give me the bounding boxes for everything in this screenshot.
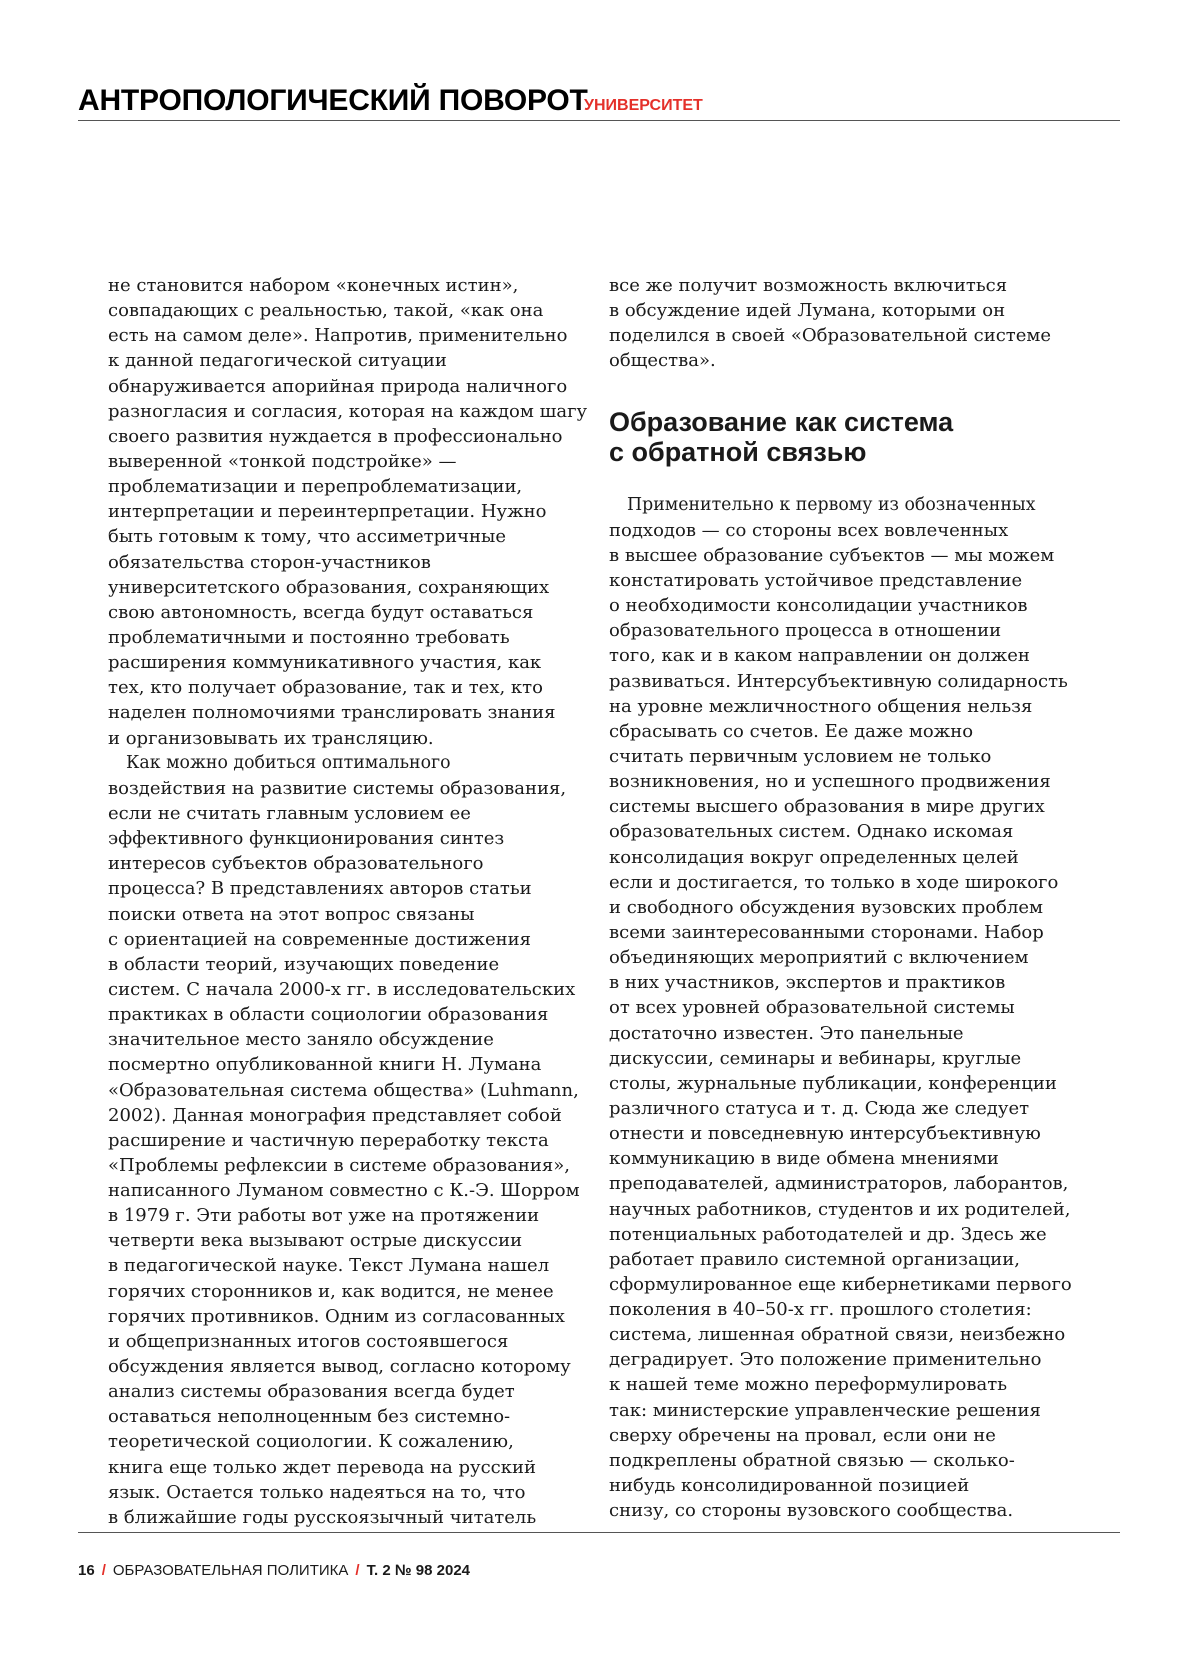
text-line: в них участников, экспертов и практиков bbox=[609, 970, 1099, 995]
text-line: деградирует. Это положение применительно bbox=[609, 1347, 1099, 1372]
text-line: сверху обречены на провал, если они не bbox=[609, 1423, 1099, 1448]
text-line: свою автономность, всегда будут оставаться bbox=[108, 600, 598, 625]
text-line: обязательства сторон-участников bbox=[108, 550, 598, 575]
text-line: считать первичным условием не только bbox=[609, 744, 1099, 769]
text-line: практиках в области социологии образования bbox=[108, 1002, 598, 1027]
text-line: на уровне межличностного общения нельзя bbox=[609, 694, 1099, 719]
text-line: 2002). Данная монография представляет собой bbox=[108, 1103, 598, 1128]
text-line: в педагогической науке. Текст Лумана нашел bbox=[108, 1253, 598, 1278]
text-line: в ближайшие годы русскоязычный читатель bbox=[108, 1505, 598, 1530]
text-line: тех, кто получает образование, так и тех, кто bbox=[108, 675, 598, 700]
journal-name: ОБРАЗОВАТЕЛЬНАЯ ПОЛИТИКА bbox=[113, 1561, 349, 1581]
header-section-label: УНИВЕРСИТЕТ bbox=[584, 98, 703, 114]
text-line: к данной педагогической ситуации bbox=[108, 348, 598, 373]
heading-line: с обратной связью bbox=[609, 437, 1099, 467]
text-line: интерпретации и переинтерпретации. Нужно bbox=[108, 499, 598, 524]
text-line: в 1979 г. Эти работы вот уже на протяжении bbox=[108, 1203, 598, 1228]
text-line: значительное место заняло обсуждение bbox=[108, 1027, 598, 1052]
text-line: горячих сторонников и, как водится, не менее bbox=[108, 1279, 598, 1304]
text-line: возникновения, но и успешного продвижения bbox=[609, 769, 1099, 794]
heading-line: Образование как система bbox=[609, 407, 1099, 437]
text-line: сформулированное еще кибернетиками первого bbox=[609, 1272, 1099, 1297]
text-line: система, лишенная обратной связи, неизбежно bbox=[609, 1322, 1099, 1347]
text-line: выверенной «тонкой подстройке» — bbox=[108, 449, 598, 474]
text-line: нибудь консолидированной позицией bbox=[609, 1473, 1099, 1498]
text-line: Применительно к первому из обозначенных bbox=[609, 493, 1099, 518]
text-line: расширение и частичную переработку текста bbox=[108, 1128, 598, 1153]
text-line: системы высшего образования в мире других bbox=[609, 794, 1099, 819]
text-line: университетского образования, сохраняющих bbox=[108, 575, 598, 600]
text-line: систем. С начала 2000-х гг. в исследовательских bbox=[108, 977, 598, 1002]
text-line: всеми заинтересованными сторонами. Набор bbox=[609, 920, 1099, 945]
page-footer bbox=[78, 1561, 470, 1581]
text-line: к нашей теме можно переформулировать bbox=[609, 1372, 1099, 1397]
text-line: проблематичными и постоянно требовать bbox=[108, 625, 598, 650]
text-line: не становится набором «конечных истин», bbox=[108, 273, 598, 298]
text-line: развиваться. Интерсубъективную солидарность bbox=[609, 669, 1099, 694]
page-header bbox=[78, 80, 1120, 120]
text-line: в обсуждение идей Лумана, которыми он bbox=[609, 298, 1099, 323]
text-line: отнести и повседневную интерсубъективную bbox=[609, 1121, 1099, 1146]
text-line: и свободного обсуждения вузовских проблем bbox=[609, 895, 1099, 920]
text-line: образовательного процесса в отношении bbox=[609, 618, 1099, 643]
text-line: теоретической социологии. К сожалению, bbox=[108, 1429, 598, 1454]
text-line: «Образовательная система общества» (Luhmann, bbox=[108, 1078, 598, 1103]
text-line: анализ системы образования всегда будет bbox=[108, 1379, 598, 1404]
text-line: констатировать устойчивое представление bbox=[609, 568, 1099, 593]
text-line: научных работников, студентов и их родителей, bbox=[609, 1197, 1099, 1222]
text-line: так: министерские управленческие решения bbox=[609, 1398, 1099, 1423]
text-line: Как можно добиться оптимального bbox=[108, 751, 598, 776]
text-line: если не считать главным условием ее bbox=[108, 801, 598, 826]
text-line: расширения коммуникативного участия, как bbox=[108, 650, 598, 675]
text-line: поиски ответа на этот вопрос связаны bbox=[108, 902, 598, 927]
left-column bbox=[108, 273, 598, 1530]
text-line: столы, журнальные публикации, конференции bbox=[609, 1071, 1099, 1096]
header-divider bbox=[78, 120, 1120, 121]
right-paragraph-2 bbox=[609, 493, 1099, 1524]
text-line: и общепризнанных итогов состоявшегося bbox=[108, 1329, 598, 1354]
text-line: о необходимости консолидации участников bbox=[609, 593, 1099, 618]
text-line: поделился в своей «Образовательной системе bbox=[609, 323, 1099, 348]
text-line: различного статуса и т. д. Сюда же следует bbox=[609, 1096, 1099, 1121]
text-line: интересов субъектов образовательного bbox=[108, 851, 598, 876]
text-line: посмертно опубликованной книги Н. Лумана bbox=[108, 1052, 598, 1077]
text-line: четверти века вызывают острые дискуссии bbox=[108, 1228, 598, 1253]
text-line: с ориентацией на современные достижения bbox=[108, 927, 598, 952]
text-line: дискуссии, семинары и вебинары, круглые bbox=[609, 1046, 1099, 1071]
text-line: и организовывать их трансляцию. bbox=[108, 726, 598, 751]
text-line: снизу, со стороны вузовского сообщества. bbox=[609, 1498, 1099, 1523]
text-line: книга еще только ждет перевода на русский bbox=[108, 1455, 598, 1480]
text-line: воздействия на развитие системы образования, bbox=[108, 776, 598, 801]
text-line: есть на самом деле». Напротив, применительно bbox=[108, 323, 598, 348]
header-title: АНТРОПОЛОГИЧЕСКИЙ ПОВОРОТ bbox=[78, 86, 588, 116]
text-line: преподавателей, администраторов, лаборантов, bbox=[609, 1171, 1099, 1196]
text-line: язык. Остается только надеяться на то, что bbox=[108, 1480, 598, 1505]
text-line: все же получит возможность включиться bbox=[609, 273, 1099, 298]
text-line: объединяющих мероприятий с включением bbox=[609, 945, 1099, 970]
issue-info: Т. 2 № 98 2024 bbox=[367, 1561, 470, 1581]
text-line: от всех уровней образовательной системы bbox=[609, 995, 1099, 1020]
text-line: сбрасывать со счетов. Ее даже можно bbox=[609, 719, 1099, 744]
text-line: разногласия и согласия, которая на каждом шагу bbox=[108, 399, 598, 424]
left-paragraph-1 bbox=[108, 273, 598, 751]
left-paragraph-2 bbox=[108, 751, 598, 1530]
text-line: обнаруживается апорийная природа наличного bbox=[108, 374, 598, 399]
text-line: «Проблемы рефлексии в системе образования», bbox=[108, 1153, 598, 1178]
text-line: образовательных систем. Однако искомая bbox=[609, 819, 1099, 844]
text-line: если и достигается, то только в ходе широкого bbox=[609, 870, 1099, 895]
text-line: потенциальных работодателей и др. Здесь же bbox=[609, 1222, 1099, 1247]
text-line: проблематизации и перепроблематизации, bbox=[108, 474, 598, 499]
text-line: в высшее образование субъектов — мы можем bbox=[609, 543, 1099, 568]
text-line: консолидация вокруг определенных целей bbox=[609, 845, 1099, 870]
text-line: своего развития нуждается в профессионально bbox=[108, 424, 598, 449]
text-line: коммуникацию в виде обмена мнениями bbox=[609, 1146, 1099, 1171]
right-column bbox=[609, 273, 1099, 1523]
text-line: написанного Луманом совместно с К.-Э. Шорром bbox=[108, 1178, 598, 1203]
text-line: достаточно известен. Это панельные bbox=[609, 1021, 1099, 1046]
text-line: оставаться неполноценным без системно- bbox=[108, 1404, 598, 1429]
right-paragraph-1 bbox=[609, 273, 1099, 374]
text-line: подходов — со стороны всех вовлеченных bbox=[609, 518, 1099, 543]
text-line: обсуждения является вывод, согласно которому bbox=[108, 1354, 598, 1379]
text-line: горячих противников. Одним из согласованных bbox=[108, 1304, 598, 1329]
section-heading bbox=[609, 407, 1099, 467]
footer-divider bbox=[78, 1532, 1120, 1533]
text-line: поколения в 40–50-х гг. прошлого столетия: bbox=[609, 1297, 1099, 1322]
text-line: в области теорий, изучающих поведение bbox=[108, 952, 598, 977]
page-number: 16 bbox=[78, 1561, 95, 1581]
text-line: общества». bbox=[609, 348, 1099, 373]
footer-separator-2: / bbox=[355, 1561, 359, 1581]
text-line: совпадающих с реальностью, такой, «как она bbox=[108, 298, 598, 323]
footer-separator-1: / bbox=[102, 1561, 106, 1581]
text-line: эффективного функционирования синтез bbox=[108, 826, 598, 851]
text-line: подкреплены обратной связью — сколько- bbox=[609, 1448, 1099, 1473]
text-line: того, как и в каком направлении он должен bbox=[609, 643, 1099, 668]
text-line: наделен полномочиями транслировать знания bbox=[108, 700, 598, 725]
text-line: быть готовым к тому, что ассиметричные bbox=[108, 524, 598, 549]
text-line: работает правило системной организации, bbox=[609, 1247, 1099, 1272]
text-line: процесса? В представлениях авторов статьи bbox=[108, 876, 598, 901]
